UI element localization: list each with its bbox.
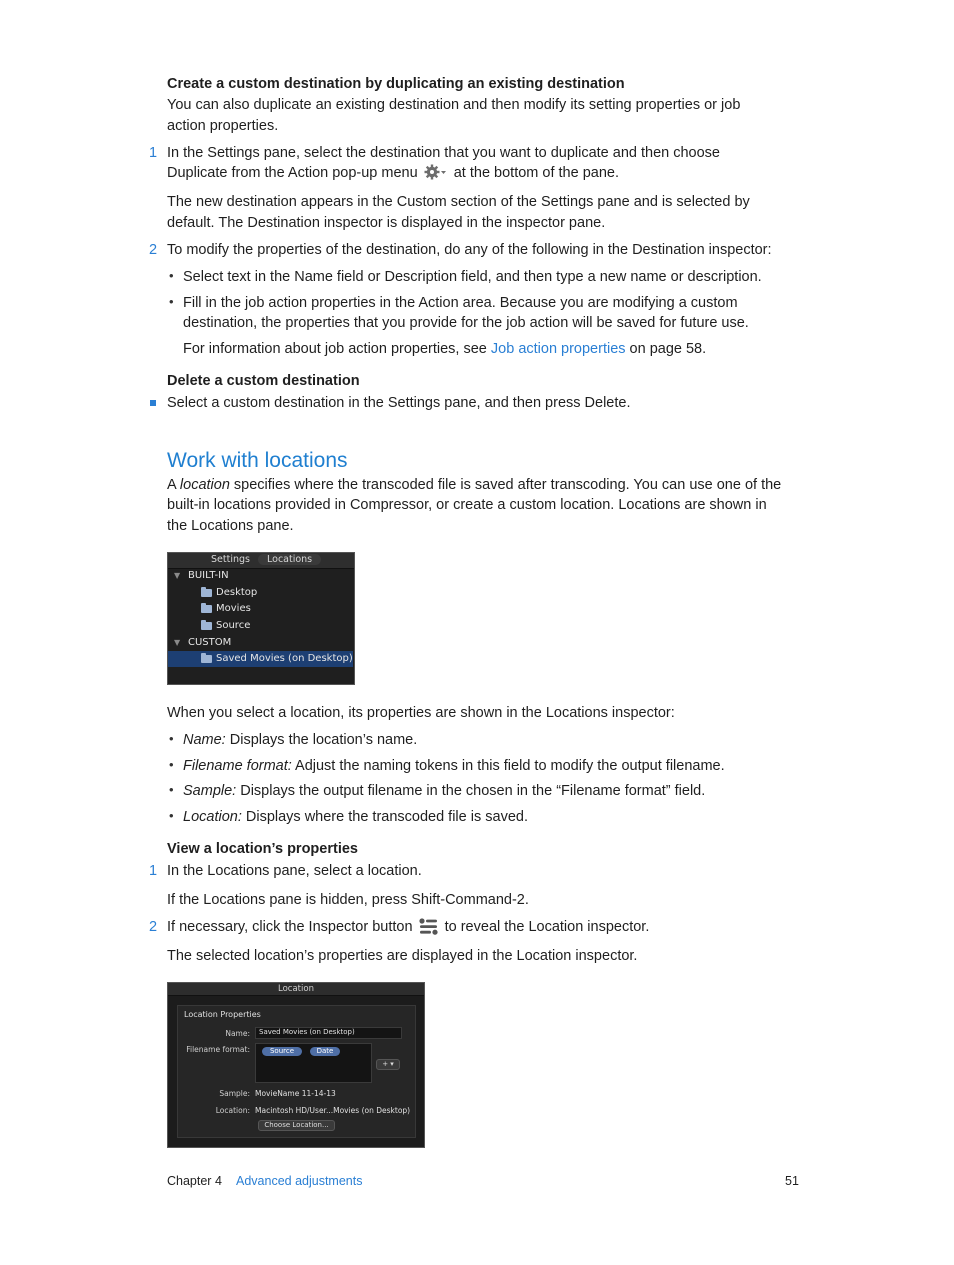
section-heading-duplicate: Create a custom destination by duplicating an existing destination — [167, 76, 625, 92]
text: Displays where the transcoded file is saved. — [241, 809, 528, 825]
job-action-properties-link[interactable]: Job action properties — [490, 341, 626, 357]
choose-location-button[interactable]: Choose Location... — [258, 1120, 335, 1131]
text: to reveal the Location inspector. — [444, 919, 650, 935]
step-number: 1 — [149, 145, 158, 161]
step-note: default. The Destination inspector is displayed in the inspector pane. — [167, 215, 606, 231]
step-text — [167, 917, 649, 942]
step-note: If the Locations pane is hidden, press Shift-Command-2. — [167, 892, 529, 908]
properties-heading: Location Properties — [184, 1010, 261, 1019]
step-text: In the Settings pane, select the destination that you want to duplicate and then choose — [167, 145, 720, 161]
bullet-text — [183, 730, 417, 751]
group-label: CUSTOM — [188, 637, 232, 648]
inspector-button-icon — [419, 918, 439, 942]
page-number: 51 — [785, 1174, 799, 1188]
info-text: For information about job action properties, see — [183, 341, 491, 357]
term: location — [179, 477, 230, 493]
filename-format-field[interactable] — [255, 1043, 372, 1083]
location-item-desktop[interactable] — [168, 585, 353, 601]
bullet-dot: • — [169, 294, 174, 309]
info-text: on page 58. — [625, 341, 707, 357]
bullet-text: Fill in the job action properties in the Action area. Because you are modifying a custom — [183, 295, 738, 311]
step-text — [167, 163, 619, 187]
step-text-part: at the bottom of the pane. — [453, 165, 619, 181]
group-custom[interactable] — [168, 635, 353, 651]
folder-icon — [201, 655, 212, 663]
step-text-part: Duplicate from the Action pop-up menu — [167, 165, 418, 181]
bullet-dot: • — [169, 757, 174, 772]
bullet-text — [183, 807, 528, 828]
page-section-title: Work with locations — [167, 449, 348, 472]
token-source[interactable]: Source — [262, 1047, 302, 1056]
bullet-text: destination, the properties that you provide for the job action will be saved for future use. — [183, 315, 749, 331]
disclosure-triangle-icon[interactable]: ▼ — [174, 571, 181, 580]
bullet-text: Select text in the Name field or Description field, and then type a new name or description. — [183, 269, 762, 285]
paragraph-line: When you select a location, its properties are shown in the Locations inspector: — [167, 705, 675, 721]
bullet-dot: • — [169, 731, 174, 746]
location-item-movies[interactable] — [168, 601, 353, 617]
bullet-text — [183, 781, 705, 802]
term: Filename format: — [183, 758, 292, 774]
group-label: BUILT-IN — [188, 570, 229, 581]
bullet-dot: • — [169, 808, 174, 823]
inspector-title: Location — [168, 983, 424, 996]
name-field[interactable] — [255, 1027, 402, 1039]
footer-chapter: Chapter 4 — [167, 1174, 222, 1188]
disclosure-triangle-icon[interactable]: ▼ — [174, 638, 181, 647]
locations-pane — [167, 552, 355, 685]
task-text: Select a custom destination in the Settings pane, and then press Delete. — [167, 395, 631, 411]
text: Adjust the naming tokens in this field to modify the output filename. — [291, 758, 725, 774]
info-paragraph — [183, 339, 706, 360]
location-label: Desktop — [216, 587, 258, 598]
location-label: Movies — [216, 603, 251, 614]
term: Sample: — [183, 783, 237, 799]
paragraph-line: built-in locations provided in Compressor, or create a custom location. Locations are shown in — [167, 497, 767, 513]
filename-format-label: Filename format: — [186, 1045, 250, 1054]
bullet-dot: • — [169, 782, 174, 797]
paragraph-line — [167, 475, 781, 496]
step-number: 1 — [149, 863, 158, 879]
section-heading-delete: Delete a custom destination — [167, 373, 360, 389]
location-label: Source — [216, 620, 251, 631]
step-text: To modify the properties of the destination, do any of the following in the Destination inspector: — [167, 242, 772, 258]
paragraph-line: the Locations pane. — [167, 518, 294, 534]
bullet-dot: • — [169, 268, 174, 283]
paragraph-line: action properties. — [167, 118, 279, 134]
text: specifies where the transcoded file is saved after transcoding. You can use one of the — [229, 477, 782, 493]
sample-value: MovieName 11-14-13 — [255, 1089, 336, 1098]
text: Displays the output filename in the chosen in the “Filename format” field. — [236, 783, 706, 799]
token-date[interactable]: Date — [310, 1047, 340, 1056]
location-inspector — [167, 982, 425, 1148]
name-label: Name: — [225, 1029, 250, 1038]
term: Name: — [183, 732, 226, 748]
step-result: The selected location’s properties are displayed in the Location inspector. — [167, 948, 638, 964]
add-token-button[interactable]: + ▾ — [376, 1059, 400, 1070]
text: Displays the location’s name. — [225, 732, 418, 748]
sample-label: Sample: — [219, 1089, 250, 1098]
pane-tabs — [168, 553, 354, 569]
location-item-saved-movies[interactable] — [168, 651, 353, 667]
tab-locations[interactable]: Locations — [258, 554, 321, 565]
location-value: Macintosh HD/User...Movies (on Desktop) — [255, 1106, 411, 1115]
section-heading-view: View a location’s properties — [167, 841, 358, 857]
step-note: The new destination appears in the Custom section of the Settings pane and is selected by — [167, 194, 750, 210]
task-bullet — [150, 400, 156, 406]
properties-panel — [177, 1005, 416, 1138]
folder-icon — [201, 622, 212, 630]
folder-icon — [201, 605, 212, 613]
term: Location: — [183, 809, 242, 825]
tab-settings[interactable]: Settings — [211, 554, 250, 565]
folder-icon — [201, 589, 212, 597]
name-value: Saved Movies (on Desktop) — [259, 1028, 355, 1036]
group-builtin[interactable] — [168, 568, 353, 584]
text: A — [167, 477, 180, 493]
location-item-source[interactable] — [168, 618, 353, 634]
location-label: Saved Movies (on Desktop) — [216, 653, 353, 664]
location-label: Location: — [215, 1106, 250, 1115]
bullet-text — [183, 756, 725, 777]
step-text: In the Locations pane, select a location. — [167, 863, 422, 879]
step-number: 2 — [149, 242, 158, 258]
paragraph-line: You can also duplicate an existing destination and then modify its setting properties or job — [167, 97, 741, 113]
footer-chapter-link[interactable]: Advanced adjustments — [236, 1174, 363, 1188]
text: If necessary, click the Inspector button — [167, 919, 413, 935]
gear-icon — [424, 164, 448, 187]
step-number: 2 — [149, 919, 158, 935]
